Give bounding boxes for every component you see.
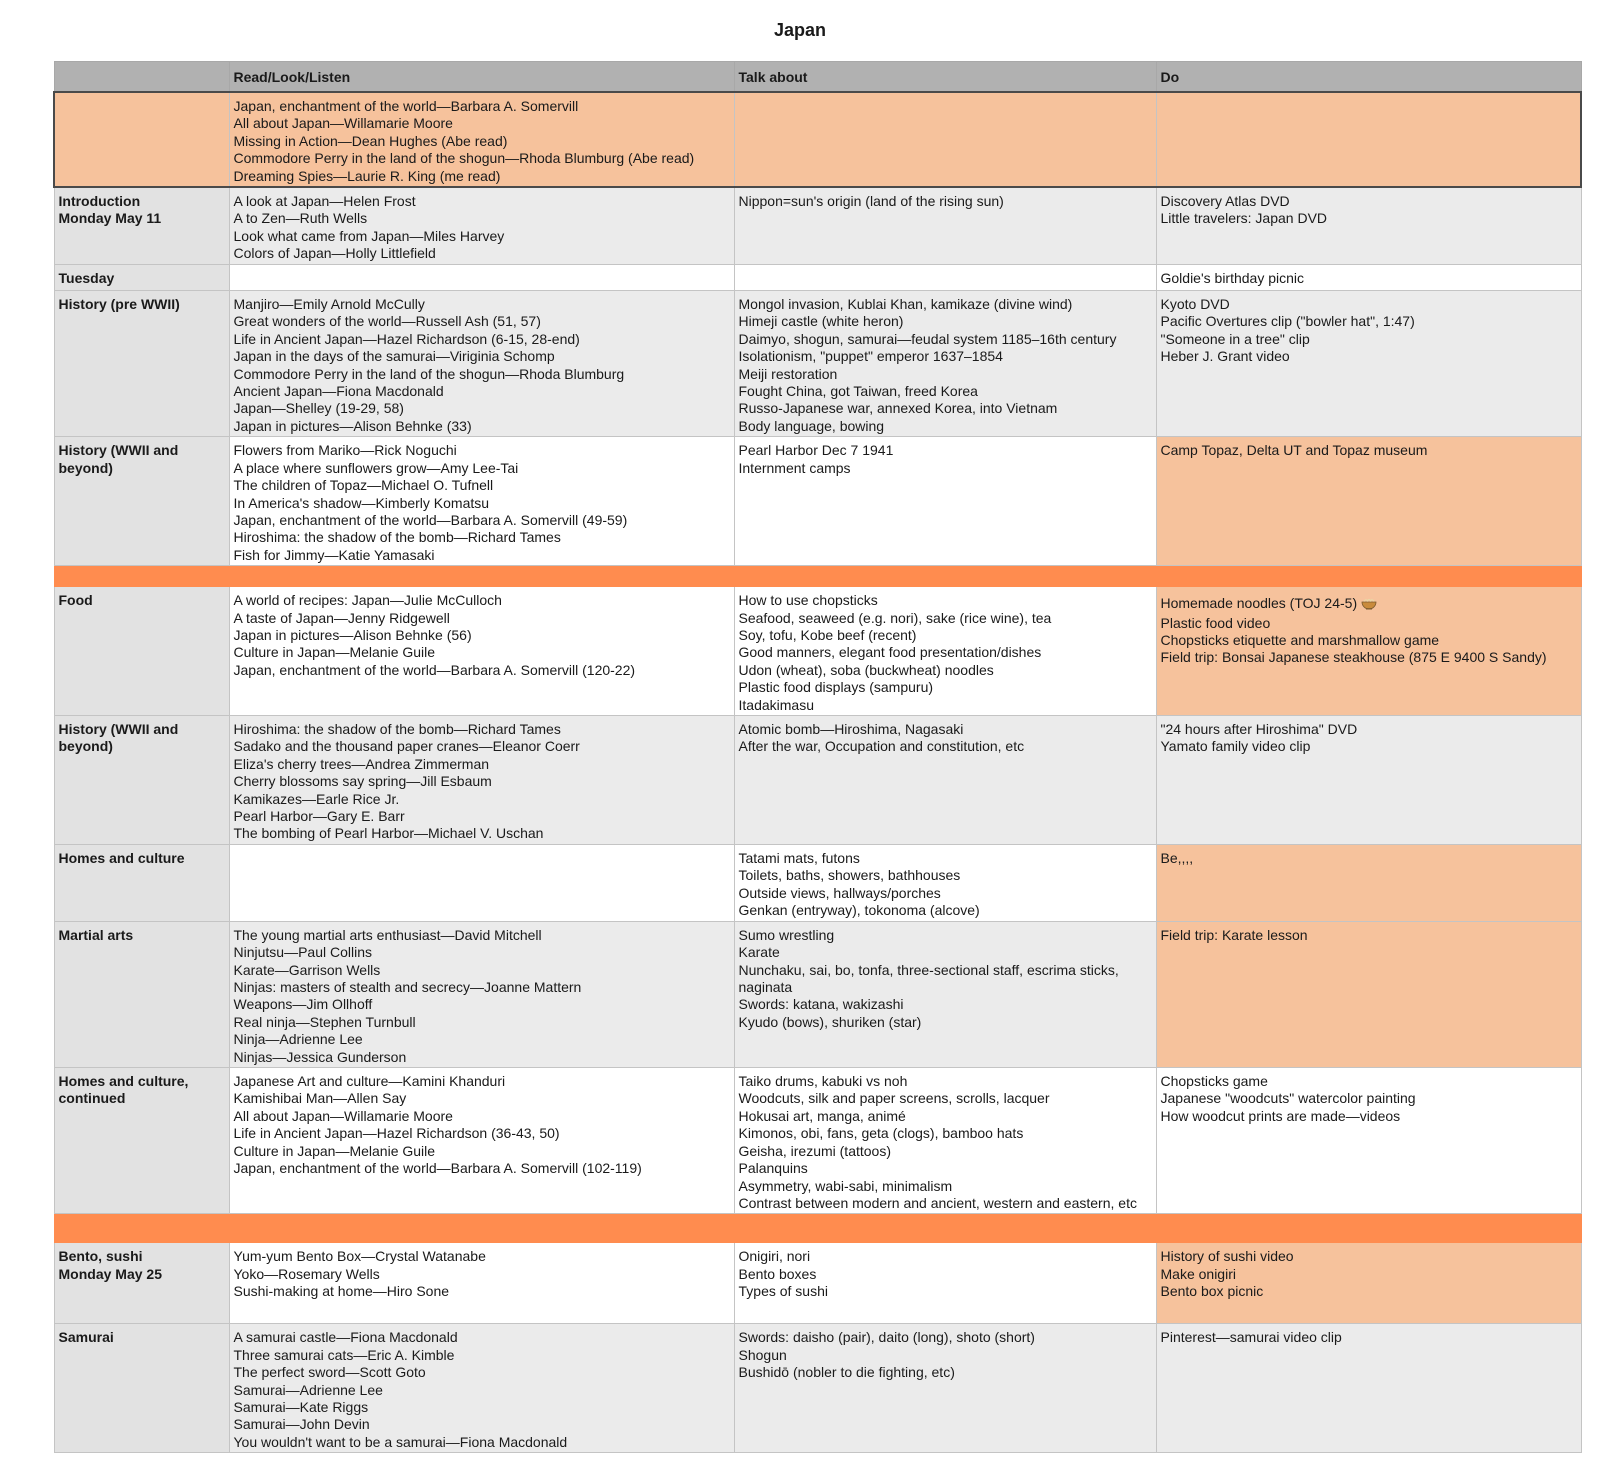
do-cell[interactable] [1156,715,1581,844]
read-cell[interactable] [229,1324,734,1453]
header-row [54,62,1581,93]
read-cell[interactable] [229,715,734,844]
book-item: Kamikazes—Earle Rice Jr. [233,790,400,807]
book-item: A samurai castle—Fiona Macdonald [233,1329,458,1346]
book-item: Japan, enchantment of the world—Barbara A. Somervill [233,98,579,114]
topic-item: Pearl Harbor Dec 7 1941 [738,442,894,459]
talk-cell[interactable] [734,844,1156,921]
activity-item: How woodcut prints are made—videos [1160,1107,1401,1124]
do-cell[interactable] [1156,1068,1581,1214]
row-label-food[interactable]: Food [54,587,229,716]
topic-item: Woodcuts, silk and paper screens, scrolls, lacquer [738,1090,1050,1107]
book-item: Japan, enchantment of the world—Barbara A. Somervill (102-119) [233,1160,642,1177]
activity-item: Be,,,, [1160,849,1194,866]
topic-item: Good manners, elegant food presentation/dishes [738,644,1042,661]
book-item: Ninjas: masters of stealth and secrecy—Joanne Mattern [233,979,582,996]
activity-item: Make onigiri [1160,1265,1236,1282]
row-label-homes-culture[interactable]: Homes and culture [54,844,229,921]
topic-item: Hokusai art, manga, animé [738,1107,906,1124]
page-title: Japan [773,20,827,40]
talk-cell[interactable] [734,187,1156,265]
book-item: Great wonders of the world—Russell Ash (51, 57) [233,313,541,330]
book-item: The bombing of Pearl Harbor—Michael V. Uschan [233,825,544,842]
topic-item: Contrast between modern and ancient, western and eastern, etc [738,1194,1137,1211]
topic-item: Toilets, baths, showers, bathhouses [738,867,961,884]
topic-item: How to use chopsticks [738,592,878,609]
book-item: Weapons—Jim Ollhoff [233,996,373,1013]
topic-item: Himeji castle (white heron) [738,313,904,330]
book-item: A taste of Japan—Jenny Ridgewell [233,609,450,626]
activity-item: Camp Topaz, Delta UT and Topaz museum [1160,442,1428,459]
table-row [54,844,1581,921]
book-item: In America's shadow—Kimberly Komatsu [233,494,490,511]
row-label-history-wwii[interactable]: History (WWII and beyond) [54,715,229,844]
book-item: Karate—Garrison Wells [233,961,381,978]
topic-item: Udon (wheat), soba (buckwheat) noodles [738,661,994,678]
read-cell[interactable] [229,437,734,566]
header-do: Do [1156,62,1581,93]
header-talk: Talk about [734,62,1156,93]
featured-talk-cell[interactable] [734,92,1156,187]
book-item: Flowers from Mariko—Rick Noguchi [233,442,457,459]
book-item: Life in Ancient Japan—Hazel Richardson (36-43, 50) [233,1125,560,1142]
topic-item: Karate [738,944,780,961]
activity-item: Pinterest—samurai video clip [1160,1329,1342,1346]
table-row [54,187,1581,265]
table-row [54,1243,1581,1324]
book-item: Ancient Japan—Fiona Macdonald [233,383,444,400]
talk-cell[interactable] [734,1243,1156,1324]
do-cell[interactable] [1156,844,1581,921]
book-item: The young martial arts enthusiast—David Mitchell [233,926,542,943]
book-item: Look what came from Japan—Miles Harvey [233,227,505,244]
topic-item: Body language, bowing [738,417,885,434]
book-item: Real ninja—Stephen Turnbull [233,1013,416,1030]
book-item: Fish for Jimmy—Katie Yamasaki [233,546,435,563]
read-cell[interactable] [229,265,734,291]
book-item: Kamishibai Man—Allen Say [233,1090,407,1107]
topic-item: Genkan (entryway), tokonoma (alcove) [738,902,980,919]
do-cell[interactable] [1156,291,1581,437]
book-item: Japan in pictures—Alison Behnke (56) [233,626,472,643]
do-cell[interactable] [1156,587,1581,716]
book-item: Ninja—Adrienne Lee [233,1031,363,1048]
row-label-homes-culture-continued[interactable]: Homes and culture, continued [54,1068,229,1214]
table-row [54,291,1581,437]
activity-item: Kyoto DVD [1160,296,1230,313]
topic-item: Meiji restoration [738,365,838,382]
topic-item: After the war, Occupation and constitution, etc [738,738,1025,755]
book-item: Yoko—Rosemary Wells [233,1265,380,1282]
book-item: Hiroshima: the shadow of the bomb—Richard Tames [233,529,561,546]
talk-cell[interactable] [734,587,1156,716]
activity-item: Field trip: Karate lesson [1160,926,1308,943]
activity-item: Little travelers: Japan DVD [1160,210,1328,227]
book-item: A to Zen—Ruth Wells [233,210,368,227]
noodle-bowl-icon [1361,596,1377,610]
featured-label-cell[interactable] [54,92,229,187]
talk-cell[interactable] [734,437,1156,566]
talk-cell[interactable] [734,921,1156,1067]
featured-read-cell[interactable] [229,92,734,187]
topic-item: Mongol invasion, Kublai Khan, kamikaze (divine wind) [738,296,1073,313]
topic-item: Onigiri, nori [738,1248,811,1265]
section-separator [54,1214,1581,1243]
book-item: Culture in Japan—Melanie Guile [233,644,436,661]
activity-item: Homemade noodles (TOJ 24-5) [1161,595,1577,612]
book-item: Culture in Japan—Melanie Guile [233,1142,436,1159]
do-cell[interactable] [1156,265,1581,291]
topic-item: Geisha, irezumi (tattoos) [738,1142,891,1159]
topic-item: Types of sushi [738,1283,828,1300]
book-item: The perfect sword—Scott Goto [233,1364,426,1381]
activity-item: Bento box picnic [1160,1283,1264,1300]
topic-item: Nunchaku, sai, bo, tonfa, three-sectional staff, escrima sticks, naginata [738,961,1119,996]
header-read: Read/Look/Listen [229,62,734,93]
book-item: Yum-yum Bento Box—Crystal Watanabe [233,1248,486,1265]
table-row [54,437,1581,566]
do-cell[interactable] [1156,921,1581,1067]
read-cell[interactable] [229,1068,734,1214]
topic-item: Nippon=sun's origin (land of the rising sun) [738,193,1004,210]
row-label-intro[interactable]: Introduction Monday May 11 [54,187,229,265]
activity-item: History of sushi video [1160,1248,1294,1265]
activity-item: Goldie's birthday picnic [1160,270,1305,287]
topic-item: Internment camps [738,459,851,476]
book-item: Life in Ancient Japan—Hazel Richardson (6-15, 28-end) [233,330,580,347]
topic-item: Atomic bomb—Hiroshima, Nagasaki [738,720,964,737]
activity-item: Plastic food video [1160,614,1271,631]
book-item: Japan in pictures—Alison Behnke (33) [233,417,472,434]
book-item: Colors of Japan—Holly Littlefield [233,245,436,262]
topic-item: Kyudo (bows), shuriken (star) [738,1013,922,1030]
topic-item: Itadakimasu [738,696,814,713]
read-cell[interactable] [229,291,734,437]
topic-item: Bento boxes [738,1265,817,1282]
row-label-samurai[interactable]: Samurai [54,1324,229,1453]
do-cell[interactable] [1156,1243,1581,1324]
book-item: The children of Topaz—Michael O. Tufnell [233,477,494,494]
table-row [54,1068,1581,1214]
row-label-tuesday[interactable]: Tuesday [54,265,229,291]
featured-row[interactable] [54,92,1581,187]
book-item: Japanese Art and culture—Kamini Khanduri [233,1073,506,1090]
book-item: Samurai—Adrienne Lee [233,1381,383,1398]
book-item: Pearl Harbor—Gary E. Barr [233,808,405,824]
book-item: You wouldn't want to be a samurai—Fiona Macdonald [233,1433,568,1450]
topic-item: Isolationism, "puppet" emperor 1637–1854 [738,348,1003,365]
activity-item: Yamato family video clip [1160,738,1311,755]
topic-item: Shogun [738,1346,787,1363]
table-row [54,587,1581,716]
talk-cell[interactable] [734,1068,1156,1214]
featured-do-cell[interactable] [1156,92,1581,187]
book-item: Japan, enchantment of the world—Barbara A. Somervill (49-59) [233,511,628,528]
row-label-history-wwii[interactable]: History (WWII and beyond) [54,437,229,566]
book-item: Commodore Perry in the land of the shogun—Rhoda Blumburg (Abe read) [233,150,695,167]
book-item: Three samurai cats—Eric A. Kimble [233,1346,455,1363]
book-item: Cherry blossoms say spring—Jill Esbaum [233,773,492,790]
activity-item: "24 hours after Hiroshima" DVD [1160,720,1358,737]
activity-item: Heber J. Grant video [1160,348,1290,365]
activity-item: "Someone in a tree" clip [1160,330,1310,347]
topic-item: Taiko drums, kabuki vs noh [738,1073,908,1090]
topic-item: Swords: katana, wakizashi [738,996,904,1013]
book-item: Samurai—Kate Riggs [233,1398,369,1415]
book-item: Dreaming Spies—Laurie R. King (me read) [233,167,501,184]
talk-cell[interactable] [734,265,1156,291]
activity-item: Field trip: Bonsai Japanese steakhouse (875 E 9400 S Sandy) [1160,649,1547,666]
activity-item: Japanese "woodcuts" watercolor painting [1160,1090,1416,1107]
topic-item: Russo-Japanese war, annexed Korea, into Vietnam [738,400,1058,417]
topic-item: Palanquins [738,1160,808,1177]
read-cell[interactable] [229,187,734,265]
book-item: Sadako and the thousand paper cranes—Eleanor Coerr [233,738,580,755]
book-item: Sushi-making at home—Hiro Sone [233,1283,450,1300]
topic-item: Soy, tofu, Kobe beef (recent) [738,626,917,643]
talk-cell[interactable] [734,291,1156,437]
activity-item: Discovery Atlas DVD [1160,193,1290,210]
book-item: A place where sunflowers grow—Amy Lee-Tai [233,459,519,476]
book-item: Hiroshima: the shadow of the bomb—Richard Tames [233,720,561,737]
topic-item: Kimonos, obi, fans, geta (clogs), bamboo hats [738,1125,1024,1142]
row-label-martial-arts[interactable]: Martial arts [54,921,229,1067]
book-item: Ninjutsu—Paul Collins [233,944,373,961]
topic-item: Bushidō (nobler to die fighting, etc) [738,1364,955,1381]
topic-item: Asymmetry, wabi-sabi, minimalism [738,1177,953,1194]
book-item: All about Japan—Willamarie Moore [233,115,453,132]
topic-item: Daimyo, shogun, samurai—feudal system 1185–16th century [738,330,1117,347]
topic-item: Plastic food displays (sampuru) [738,679,934,696]
book-item: Japan, enchantment of the world—Barbara A. Somervill (120-22) [233,661,636,678]
read-cell[interactable] [229,921,734,1067]
row-label-bento-sushi[interactable]: Bento, sushi Monday May 25 [54,1243,229,1324]
topic-item: Tatami mats, futons [738,849,860,866]
book-item: Manjiro—Emily Arnold McCully [233,296,425,313]
book-item: Eliza's cherry trees—Andrea Zimmerman [233,755,490,772]
book-item: Japan in the days of the samurai—Viriginia Schomp [233,348,555,365]
row-label-history-pre-wwii[interactable]: History (pre WWII) [54,291,229,437]
do-cell[interactable] [1156,437,1581,566]
read-cell[interactable] [229,587,734,716]
book-item: Samurai—John Devin [233,1416,370,1433]
table-row [54,265,1581,291]
book-item: Ninjas—Jessica Gunderson [233,1048,407,1065]
book-item: All about Japan—Willamarie Moore [233,1107,453,1124]
book-item: A world of recipes: Japan—Julie McCulloch [233,592,502,609]
talk-cell[interactable] [734,1324,1156,1453]
topic-item: Outside views, hallways/porches [738,884,941,901]
section-separator [54,566,1581,587]
book-item: Japan—Shelley (19-29, 58) [233,400,404,417]
book-item: A look at Japan—Helen Frost [233,193,416,210]
topic-item: Seafood, seaweed (e.g. nori), sake (rice wine), tea [738,609,1052,626]
table-row [54,715,1581,844]
table-row [54,921,1581,1067]
book-item: Missing in Action—Dean Hughes (Abe read) [233,132,508,149]
talk-cell[interactable] [734,715,1156,844]
activity-item: Chopsticks etiquette and marshmallow game [1160,631,1440,648]
topic-item: Fought China, got Taiwan, freed Korea [738,383,978,400]
read-cell[interactable] [229,1243,734,1324]
do-cell[interactable] [1156,187,1581,265]
table-row [54,1324,1581,1453]
activity-item: Chopsticks game [1160,1073,1268,1090]
topic-item: Swords: daisho (pair), daito (long), shoto (short) [738,1329,1035,1346]
activity-item: Pacific Overtures clip ("bowler hat", 1:47) [1160,313,1415,330]
book-item: Commodore Perry in the land of the shogun—Rhoda Blumburg [233,365,625,382]
topic-item: Sumo wrestling [738,926,835,943]
header-blank [54,62,229,93]
read-cell[interactable] [229,844,734,921]
lesson-plan-table [53,61,1582,1453]
do-cell[interactable] [1156,1324,1581,1453]
